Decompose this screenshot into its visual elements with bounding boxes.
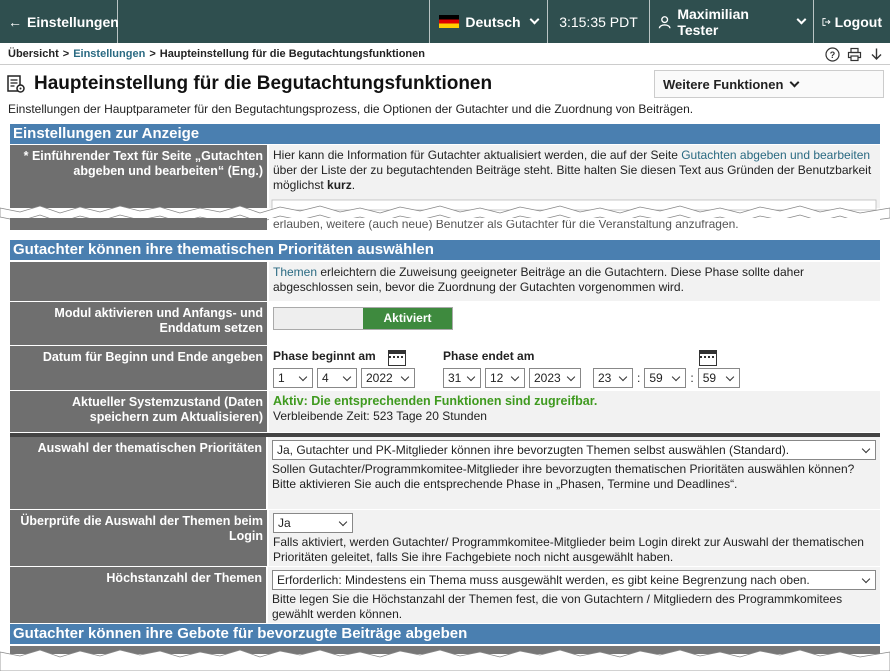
priority-choice-select[interactable] (272, 440, 876, 460)
chevron-down-icon (790, 77, 800, 87)
end-hour-select[interactable] (593, 368, 633, 388)
user-icon (658, 15, 671, 29)
topics-intro-text: erleichtern die Zuweisung geeigneter Beiträge an die Gutachtern. Diese Phase sollte daher abgeschlossen sein, bevor die Zuordnung der Gutachten vorgenommen wird. (273, 265, 804, 294)
page-tools (824, 46, 884, 62)
review-page-link[interactable]: Gutachten abgeben und bearbeiten (681, 148, 871, 162)
priority-choice-selected: Ja, Gutachter und PK-Mitglieder können ihre bevorzugten Themen selbst auswählen (Standard). (277, 442, 790, 457)
module-label: Modul aktivieren und Anfangs- und Enddatum setzen (10, 302, 267, 345)
max-topics-label: Höchstanzahl der Themen (10, 567, 266, 623)
start-calendar-icon[interactable] (388, 350, 406, 366)
end-month-value: 12 (490, 370, 504, 385)
intro-text-desc-c: . (351, 178, 356, 192)
priority-choice-value (266, 437, 880, 509)
topics-intro-description (267, 262, 880, 301)
start-month-value: 4 (322, 370, 329, 385)
logout-button[interactable] (814, 0, 890, 43)
breadcrumb-overview[interactable]: Übersicht (8, 47, 59, 60)
intro-text-row (10, 145, 880, 197)
intro-text-description (267, 145, 880, 196)
end-minute-value: 59 (649, 370, 663, 385)
end-year-value: 2023 (534, 370, 561, 385)
section-bidding: Gutachter können ihre Gebote für bevorzugte Beiträge abgeben (10, 624, 880, 644)
end-second-select[interactable] (698, 368, 740, 388)
start-year-select[interactable] (361, 368, 415, 388)
state-remaining-text: Verbleibende Zeit: 523 Tage 20 Stunden (273, 409, 487, 423)
german-flag-icon (439, 15, 459, 28)
start-day-select[interactable] (273, 368, 313, 388)
check-login-selected: Ja (278, 515, 291, 530)
breadcrumb-current: Haupteinstellung für die Begutachtungsfunktionen (159, 47, 425, 60)
back-button[interactable] (0, 0, 118, 43)
arrow-left-icon: ← (8, 13, 22, 30)
breadcrumb-separator: > (149, 47, 156, 60)
title-bar (6, 70, 884, 98)
max-topics-value (266, 567, 880, 623)
time-separator: : (690, 370, 694, 385)
more-functions-dropdown[interactable] (654, 70, 884, 98)
max-topics-select[interactable] (272, 570, 876, 590)
module-value (267, 302, 880, 345)
state-active-text: Aktiv: Die entsprechenden Funktionen sind zugreifbar. (273, 394, 598, 408)
more-functions-label: Weitere Funktionen (663, 76, 784, 92)
end-year-select[interactable] (529, 368, 581, 388)
topics-intro-row (10, 262, 880, 302)
priority-choice-help2: Bitte aktivieren Sie auch die entsprechende Phase in „Phasen, Termine und Deadlines“. (272, 477, 738, 491)
intro-text-desc-b: über der Liste der zu begutachtenden Beiträge steht. Bitte halten Sie diesen Text aus Gründen der Benutzbarkeit möglichst (273, 163, 872, 192)
dates-value (267, 346, 880, 390)
top-bar-spacer (118, 0, 430, 43)
check-login-label: Überprüfe die Auswahl der Themen beim Login (10, 510, 267, 566)
intro-text-desc-a: Hier kann die Information für Gutachter aktualisiert werden, die auf der Seite (273, 148, 682, 162)
priority-choice-label: Auswahl der thematischen Prioritäten (10, 437, 266, 509)
topics-intro-label (10, 262, 267, 301)
end-hour-value: 23 (598, 370, 612, 385)
help-icon[interactable] (824, 46, 840, 62)
torn-edge-bottom (0, 646, 890, 671)
intro-text-desc-bold: kurz (327, 178, 352, 192)
check-login-select[interactable] (273, 513, 353, 533)
topics-link[interactable]: Themen (273, 265, 318, 279)
toggle-off-side (274, 308, 363, 329)
language-selector[interactable] (430, 0, 548, 43)
system-state-label: Aktueller Systemzustand (Daten speichern zum Aktualisieren) (10, 391, 267, 432)
toggle-on-label: Aktiviert (363, 308, 452, 329)
system-state-row (10, 391, 880, 433)
start-label: Phase beginnt am (273, 349, 376, 363)
breadcrumb-settings[interactable]: Einstellungen (73, 47, 146, 60)
user-menu[interactable] (650, 0, 814, 43)
end-day-value: 31 (448, 370, 462, 385)
end-minute-select[interactable] (644, 368, 686, 388)
priority-choice-row (10, 437, 880, 510)
top-bar (0, 0, 890, 43)
start-month-select[interactable] (317, 368, 357, 388)
time-separator: : (637, 370, 641, 385)
module-row (10, 302, 880, 346)
dates-row (10, 346, 880, 391)
chevron-down-icon (529, 15, 539, 25)
end-date-selects (443, 368, 740, 388)
end-second-value: 59 (702, 370, 717, 385)
language-label: Deutsch (465, 13, 521, 30)
back-label: Einstellungen (27, 13, 119, 30)
end-day-select[interactable] (443, 368, 481, 388)
start-day-value: 1 (278, 370, 285, 385)
logout-label: Logout (834, 13, 882, 30)
dates-label: Datum für Beginn und Ende angeben (10, 346, 267, 390)
section-display-settings: Einstellungen zur Anzeige (10, 124, 880, 144)
end-label: Phase endet am (443, 349, 535, 363)
end-calendar-icon[interactable] (699, 350, 717, 366)
svg-text:?: ? (829, 49, 835, 60)
max-topics-help: Bitte legen Sie die Höchstanzahl der Themen fest, die von Gutachtern / Mitgliedern des Programmkomitees gewählt werden können. (272, 592, 843, 621)
priority-choice-help1: Sollen Gutachter/Programmkomitee-Mitglieder ihre bevorzugten thematischen Prioritäten auswählen können? (272, 462, 855, 476)
partial-text-line: erlauben, weitere (auch neue) Benutzer als Gutachter für die Veranstaltung anzufragen. (273, 220, 739, 231)
page-intro: Einstellungen der Hauptparameter für den Begutachtungsprozess, die Optionen der Gutachter und die Zuordnung von Beiträgen. (8, 102, 694, 116)
user-name: Maximilian Tester (677, 5, 749, 38)
max-topics-selected: Erforderlich: Mindestens ein Thema muss ausgewählt werden, es gibt keine Begrenzung nach oben. (277, 572, 810, 587)
logout-icon (822, 15, 831, 29)
breadcrumb (0, 43, 890, 65)
clock: 3:15:35 PDT (548, 0, 650, 43)
settings-page-icon (6, 74, 26, 94)
chevron-down-icon (797, 15, 807, 25)
download-icon[interactable] (868, 46, 884, 62)
module-toggle[interactable] (273, 307, 453, 330)
intro-text-label: * Einführender Text für Seite „Gutachten abgeben und bearbeiten“ (Eng.) (10, 145, 267, 196)
max-topics-row (10, 567, 880, 624)
start-year-value: 2022 (366, 370, 393, 385)
end-month-select[interactable] (485, 368, 525, 388)
page-title: Haupteinstellung für die Begutachtungsfunktionen (34, 73, 493, 94)
start-date-selects (273, 368, 415, 388)
section-thematic-priorities: Gutachter können ihre thematischen Prioritäten auswählen (10, 240, 880, 260)
check-login-help: Falls aktiviert, werden Gutachter/ Programmkomitee-Mitglieder beim Login direkt zur Auswahl der thematischen Prioritäten geleitet, falls Sie ihre Fachgebiete noch nicht ausgewählt haben. (273, 535, 864, 564)
system-state-value (267, 391, 880, 432)
check-login-value (267, 510, 880, 566)
check-login-row (10, 510, 880, 567)
print-icon[interactable] (846, 46, 862, 62)
breadcrumb-separator: > (62, 47, 70, 60)
